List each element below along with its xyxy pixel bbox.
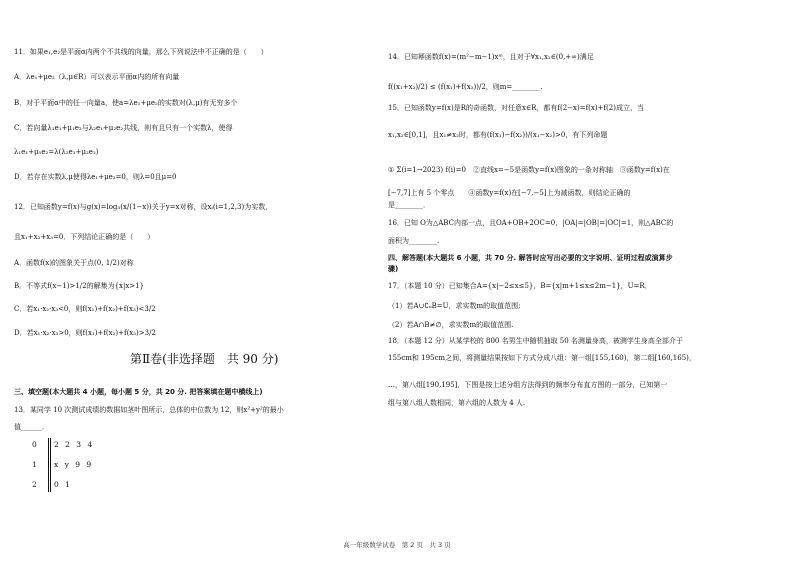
q18-line3: …，第八组[190,195]，下图是按上述分组方法得到的频率分布直方图的一部分，已知第一 <box>388 381 668 389</box>
q18-line1: 18．（本题 12 分）从某学校的 800 名男生中随机抽取 50 名测量身高，被测学生身高全部介于 <box>388 337 683 345</box>
q14-line1: 14．已知幂函数f(x)=(m²−m−1)xᵐ，且对于∀x₁,x₂∈(0,+∞)满足 <box>388 53 594 61</box>
q17-part2: （2）若A∩B≠∅，求实数m的取值范围. <box>388 321 514 329</box>
q11-option-c: C．若向量λ₁e₁+μ₁e₂与λ₂e₁+μ₂e₂共线，则有且只有一个实数λ，使得 <box>14 124 233 132</box>
q13-line2: 值______． <box>14 423 49 431</box>
stem-leaf-row <box>32 440 92 449</box>
leaf-values: 0 1 <box>54 480 70 489</box>
leaf-values: x y 9 9 <box>54 460 92 469</box>
q12-option-b: B．不等式f(x−1)>1/2的解集为{x|x>1} <box>14 282 145 290</box>
q11-option-c-cont: λ₁e₁+μ₁e₂=λ(λ₂e₁+μ₂e₂) <box>14 148 99 156</box>
stem-leaf-row <box>32 460 91 469</box>
page-footer: 高一年级数学试卷 第 2 页 共 3 页 <box>343 541 451 549</box>
q15-line4: [−7,7]上有 5 个零点 ④函数y=f(x)在[−7,−5]上为减函数，则结论正确的 <box>388 189 631 197</box>
stem-value: 0 <box>32 440 37 449</box>
q14-line2: f((x₁+x₂)/2) ≤ (f(x₁)+f(x₂))/2，则m=________. <box>388 83 543 91</box>
q15-line2: x₁,x₂∈[0,1]，且x₁≠x₂时，都有(f(x₁)−f(x₂))/(x₁−x₂)>0，有下列命题 <box>388 131 608 139</box>
q18-line2: 155cm和 195cm之间，将测量结果按如下方式分成八组：第一组[155,160)，第二组[160,165)， <box>388 354 696 362</box>
q12-condition: 且x₁+x₂+x₃=0．下列结论正确的是（ ） <box>14 233 155 241</box>
q12-option-d: D．若x₁·x₂·x₃>0，则f(x₁)+f(x₂)+f(x₃)>3/2 <box>14 329 156 337</box>
q12-option-c: C．若x₁·x₂·x₃<0，则f(x₁)+f(x₂)+f(x₃)<3/2 <box>14 305 156 313</box>
q15-line3: ① Σ(i=1→2023) f(i)=0 ②直线x=−5是函数y=f(x)图象的一条对称轴 ③函数y=f(x)在 <box>388 166 670 174</box>
q11-title: 11．如果e₁,e₂是平面α内两个不共线的向量，那么下列说法中不正确的是（ ） <box>14 48 268 56</box>
leaf-values: 2 2 3 4 <box>54 440 93 449</box>
q12-title: 12．已知函数y=f(x)与g(x)=log₃(x/(1−x))关于y=x对称，设xᵢ(i=1,2,3)为实数， <box>14 203 273 211</box>
q12-option-a: A．函数f(x)的图象关于点(0, 1/2)对称 <box>14 259 134 267</box>
part-two-heading: 第Ⅱ卷(非选择题 共 90 分) <box>130 352 279 366</box>
q15-line1: 15．已知函数y=f(x)是R的奇函数，对任意x∈R，都有f(2−x)=f(x)+f(2)成立，当 <box>388 104 644 112</box>
q15-line5: 是________． <box>388 201 430 209</box>
q17-part1: （1）若A∪∁ᵤB=U，求实数m的取值范围; <box>388 302 521 310</box>
q11-option-a: A．λe₁+μe₂（λ,μ∈R）可以表示平面α内的所有向量 <box>14 73 180 81</box>
q13-line1: 13．某同学 10 次测试成绩的数据如茎叶图所示，总体的中位数为 12，则x²+y²的最小 <box>14 406 284 414</box>
stem-value: 2 <box>32 480 37 489</box>
q17-line1: 17．（本题 10 分）已知集合A={x|−2≤x≤5}，B={x|m+1≤x≤2m−1}，U=R． <box>388 282 652 290</box>
q18-line4: 组与第八组人数相同，第六组的人数为 4 人. <box>388 399 526 407</box>
q11-option-b: B．对于平面α中的任一向量a，使a=λe₁+μe₂的实数对(λ,μ)有无穷多个 <box>14 99 238 107</box>
q16-line1: 16．已知 O为△ABC内部一点，且OA+OB+2OC=0，|OA|=|OB|=|OC|=1，则△ABC的 <box>388 219 674 227</box>
section-four-heading: 四、解答题(本大题共 6 小题，共 70 分. 解答时应写出必要的文字说明、证明过程或演算步 <box>388 254 673 262</box>
q16-line2: 面积为________. <box>388 237 440 245</box>
section-four-heading-cont: 骤) <box>388 265 399 273</box>
q11-option-d: D．若存在实数λ,μ使得λe₁+μe₂=0，则λ=0且μ=0 <box>14 173 177 181</box>
section-three-heading: 三、填空题(本大题共 4 小题，每小题 5 分，共 20 分. 把答案填在题中横线上) <box>14 388 263 396</box>
stem-value: 1 <box>32 460 37 469</box>
stem-leaf-row <box>32 480 70 489</box>
